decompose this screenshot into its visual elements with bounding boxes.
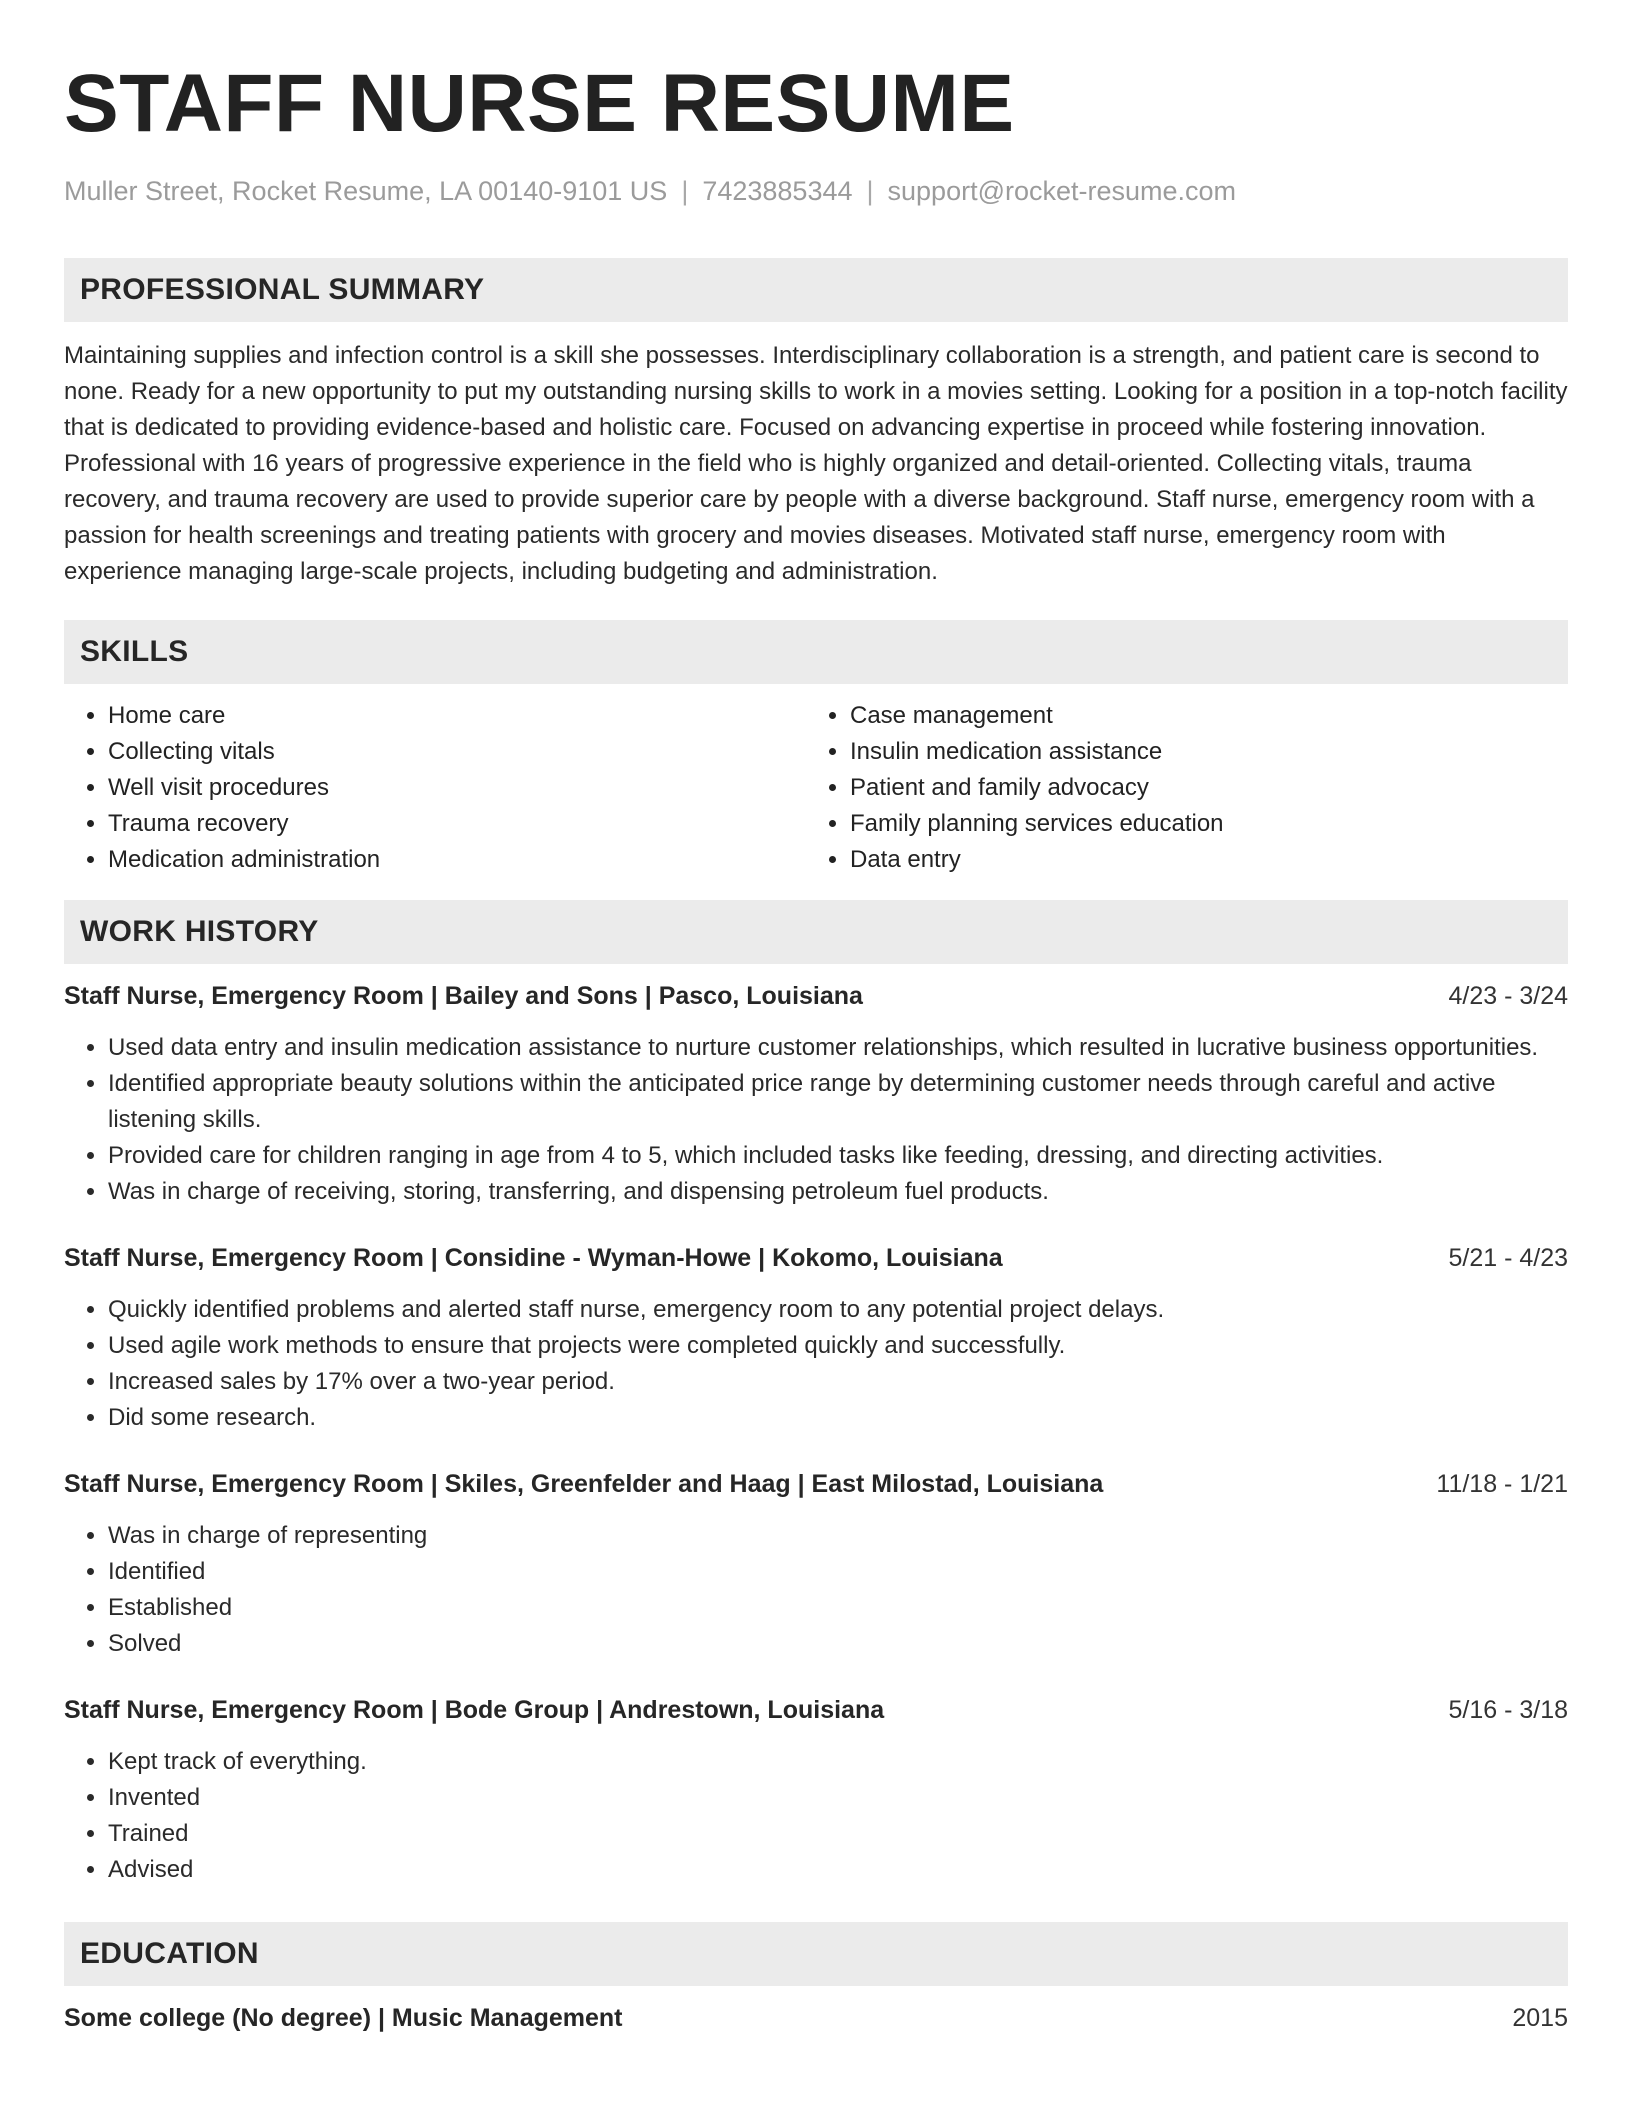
job-dates: 11/18 - 1/21 xyxy=(1436,1470,1568,1498)
skill-item: • Family planning services education xyxy=(850,806,1548,842)
job-header xyxy=(64,1692,1568,1728)
section-header-work-history: WORK HISTORY xyxy=(64,900,1568,964)
job-entry xyxy=(64,1692,1568,1888)
job-bullet: • Provided care for children ranging in age from 4 to 5, which included tasks like feeding, dressing, and directing activities. xyxy=(108,1138,1568,1174)
skill-item: • Patient and family advocacy xyxy=(850,770,1548,806)
job-bullets xyxy=(64,1744,1568,1888)
skill-item: • Insulin medication assistance xyxy=(850,734,1548,770)
job-entry xyxy=(64,1240,1568,1436)
contact-email: support@rocket-resume.com xyxy=(887,176,1237,206)
contact-address: Muller Street, Rocket Resume, LA 00140-9101 US xyxy=(64,176,668,206)
job-bullet: • Identified xyxy=(108,1554,1568,1590)
job-header xyxy=(64,1240,1568,1276)
skill-item: • Well visit procedures xyxy=(108,770,806,806)
skill-item: • Collecting vitals xyxy=(108,734,806,770)
skill-item: • Trauma recovery xyxy=(108,806,806,842)
skill-item: • Case management xyxy=(850,698,1548,734)
job-bullet: • Quickly identified problems and alerted staff nurse, emergency room to any potential project delays. xyxy=(108,1292,1568,1328)
job-bullet: • Was in charge of representing xyxy=(108,1518,1568,1554)
job-bullet: • Established xyxy=(108,1590,1568,1626)
job-title: Staff Nurse, Emergency Room | Considine - Wyman-Howe | Kokomo, Louisiana xyxy=(64,1244,1003,1272)
job-dates: 5/16 - 3/18 xyxy=(1448,1696,1568,1724)
job-bullet: • Kept track of everything. xyxy=(108,1744,1568,1780)
job-entry xyxy=(64,1466,1568,1662)
education-entry xyxy=(64,2000,1568,2036)
job-bullet: • Solved xyxy=(108,1626,1568,1662)
job-bullets xyxy=(64,1518,1568,1662)
section-header-summary: PROFESSIONAL SUMMARY xyxy=(64,258,1568,322)
job-bullet: • Invented xyxy=(108,1780,1568,1816)
job-bullets xyxy=(64,1030,1568,1210)
section-header-education: EDUCATION xyxy=(64,1922,1568,1986)
contact-separator: | xyxy=(866,176,874,206)
job-dates: 4/23 - 3/24 xyxy=(1448,982,1568,1010)
job-bullet: • Was in charge of receiving, storing, transferring, and dispensing petroleum fuel products. xyxy=(108,1174,1568,1210)
skills-column-left xyxy=(64,698,806,878)
skills-column-right xyxy=(806,698,1548,878)
resume-title: STAFF NURSE RESUME xyxy=(64,58,1015,149)
job-bullet: • Did some research. xyxy=(108,1400,1568,1436)
skill-item: • Medication administration xyxy=(108,842,806,878)
skills-list xyxy=(64,698,1568,878)
job-bullet: • Trained xyxy=(108,1816,1568,1852)
job-title: Staff Nurse, Emergency Room | Bode Group | Andrestown, Louisiana xyxy=(64,1696,885,1724)
job-title: Staff Nurse, Emergency Room | Skiles, Greenfelder and Haag | East Milostad, Louisiana xyxy=(64,1470,1104,1498)
job-header xyxy=(64,978,1568,1014)
job-bullet: • Advised xyxy=(108,1852,1568,1888)
job-entry xyxy=(64,978,1568,1210)
job-dates: 5/21 - 4/23 xyxy=(1448,1244,1568,1272)
job-title: Staff Nurse, Emergency Room | Bailey and Sons | Pasco, Louisiana xyxy=(64,982,863,1010)
job-bullet: • Used data entry and insulin medication assistance to nurture customer relationships, which resulted in lucrative business opportunities. xyxy=(108,1030,1568,1066)
job-bullet: • Increased sales by 17% over a two-year period. xyxy=(108,1364,1568,1400)
section-header-skills: SKILLS xyxy=(64,620,1568,684)
skill-item: • Home care xyxy=(108,698,806,734)
contact-phone: 7423885344 xyxy=(702,176,853,206)
job-bullet: • Identified appropriate beauty solutions within the anticipated price range by determining customer needs through careful and active listening skills. xyxy=(108,1066,1568,1138)
education-degree: Some college (No degree) | Music Management xyxy=(64,2004,623,2032)
contact-line xyxy=(64,174,1568,208)
education-year: 2015 xyxy=(1512,2004,1568,2032)
job-bullets xyxy=(64,1292,1568,1436)
skill-item: • Data entry xyxy=(850,842,1548,878)
summary-text: Maintaining supplies and infection control is a skill she possesses. Interdisciplinary collaboration is a strength, and patient care is second to none. Ready for a new opportunity to put my outstanding nursing skills to work in a movies setting. Looking for a position in a top-notch facility that is dedicated to providing evidence-based and holistic care. Focused on advancing expertise in proceed while fostering innovation. Professional with 16 years of progressive experience in the field who is highly organized and detail-oriented. Collecting vitals, trauma recovery, and trauma recovery are used to provide superior care by people with a diverse background. Staff nurse, emergency room with a passion for health screenings and treating patients with grocery and movies diseases. Motivated staff nurse, emergency room with experience managing large-scale projects, including budgeting and administration. xyxy=(64,342,1568,585)
job-bullet: • Used agile work methods to ensure that projects were completed quickly and successfully. xyxy=(108,1328,1568,1364)
contact-separator: | xyxy=(681,176,689,206)
job-header xyxy=(64,1466,1568,1502)
